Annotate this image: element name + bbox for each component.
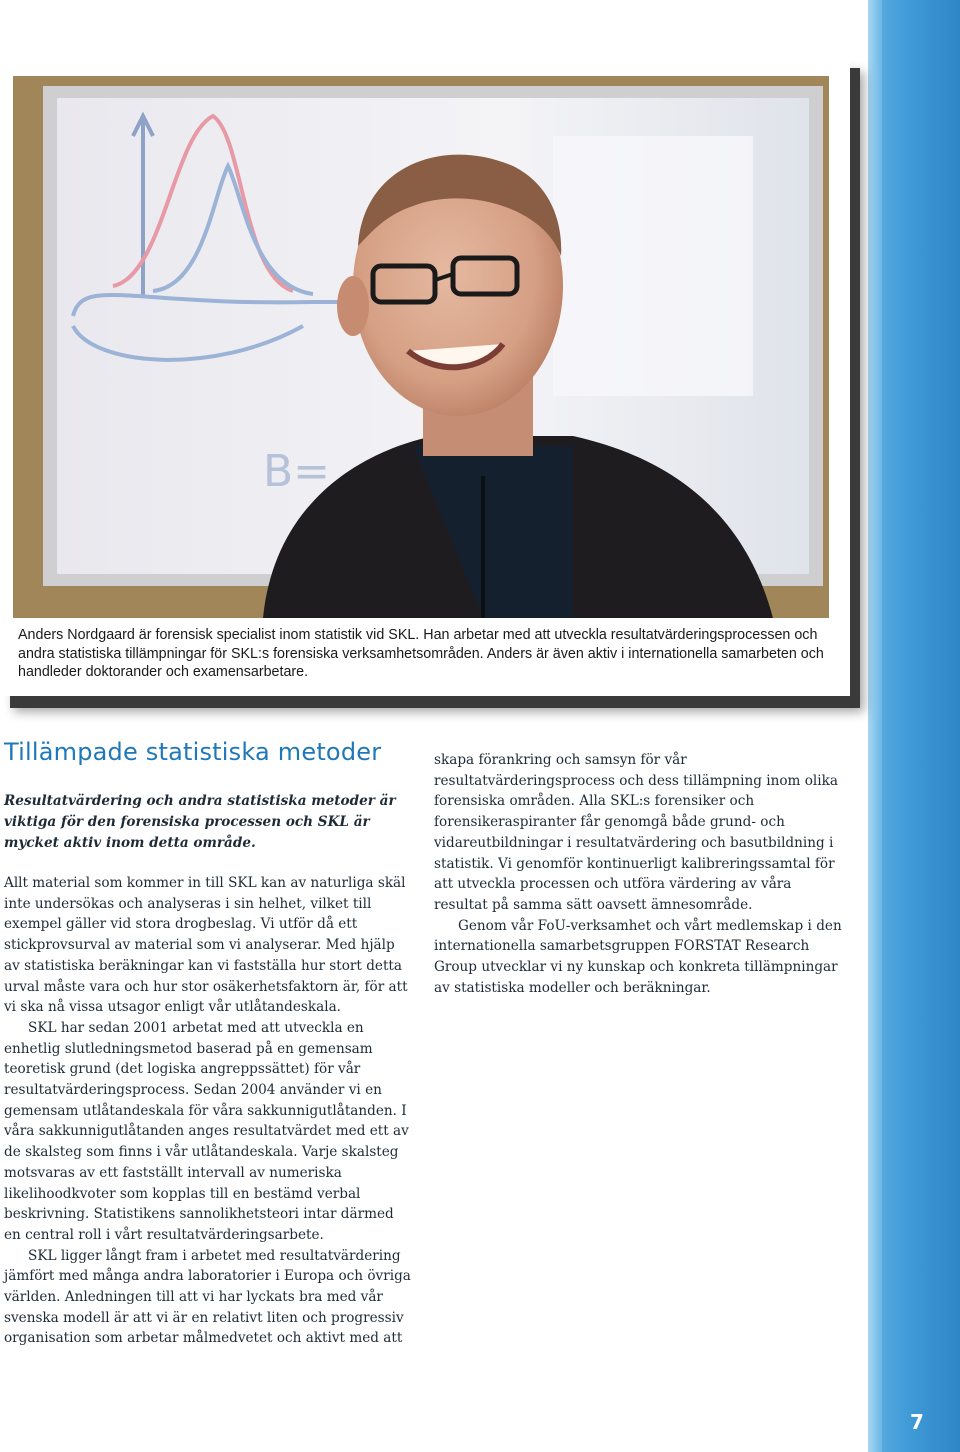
- paragraph: Genom vår FoU-verksamhet och vårt medlemskap i den internationella samarbetsgruppen FORSTAT Research Group utvecklar vi ny kunskap och konkreta tillämpningar av statistiska modeller och beräkningar.: [434, 917, 842, 996]
- side-strip-highlight: [868, 0, 882, 1452]
- paragraph: SKL har sedan 2001 arbetat med att utveckla en enhetlig slutledningsmetod baserad på en gemensam teoretisk grund (det logiska angreppssättet) för vår resultatvärderingsprocess. Sedan 2004 använder vi en gemensam utlåtandeskala för våra sakkunnigutlåtanden. I våra sakkunnigutlåtanden anges resultatvärdet med ett av de skalsteg som finns i vår utlåtandeskala. Varje skalsteg motsvaras av ett fastställt intervall av numeriska likelihoodkvoter som kopplas till en bestämd verbal beskrivning. Statistikens sannolikhetsteori intar därmed en central roll i vårt resultatvärderingsarbete.: [4, 1019, 409, 1243]
- photo-caption: Anders Nordgaard är forensisk specialist inom statistik vid SKL. Han arbetar med att utveckla resultatvärderingsprocessen och andra statistiska tillämpningar för SKL:s forensiska verksamhetsområden. Anders är även aktiv i internationella samarbeten och handleder doktorander och examensarbetare.: [18, 627, 824, 680]
- svg-text:B=: B=: [263, 446, 331, 497]
- portrait-photo: [13, 76, 829, 618]
- photo-frame: [0, 56, 850, 696]
- article-column-left: [4, 873, 414, 1349]
- portrait-illustration: [13, 76, 829, 618]
- article-column-right: [434, 750, 846, 998]
- paragraph: skapa förankring och samsyn för vår resultatvärderingsprocess och dess tillämpning inom olika forensiska områden. Alla SKL:s forensiker och forensikeraspiranter får genomgå både grund- och vidareutbildningar i resultatvärdering och basutbildning i statistik. Vi genomför kontinuerligt kalibreringssamtal för att utveckla processen och utföra värdering av våra resultat på samma sätt oavsett ämnesområde.: [434, 752, 838, 913]
- page-number: 7: [910, 1410, 924, 1434]
- paragraph: Allt material som kommer in till SKL kan av naturliga skäl inte undersökas och analyseras i sin helhet, vilket till exempel gäller vid stora drogbeslag. Vi utför då ett stickprovsurval av material som vi analyserar. Med hjälp av statistiska beräkningar kan vi fastställa hur stort detta urval måste vara och hur stor osäkerhetsfaktorn är, för att vi ska nå vissa utsagor enligt vår utlåtandeskala.: [4, 875, 408, 1016]
- article-lead: Resultatvärdering och andra statistiska metoder är viktiga för den forensiska processen och SKL är mycket aktiv inom detta område.: [4, 793, 396, 851]
- side-color-strip: [868, 0, 960, 1452]
- article-title: Tillämpade statistiska metoder: [4, 738, 382, 766]
- paragraph: SKL ligger långt fram i arbetet med resultatvärdering jämfört med många andra laboratorier i Europa och övriga världen. Anledningen till att vi har lyckats bra med vår svenska modell är att vi är en relativt liten och progressiv organisation som arbetar målmedvetet och aktivt med att: [4, 1247, 411, 1347]
